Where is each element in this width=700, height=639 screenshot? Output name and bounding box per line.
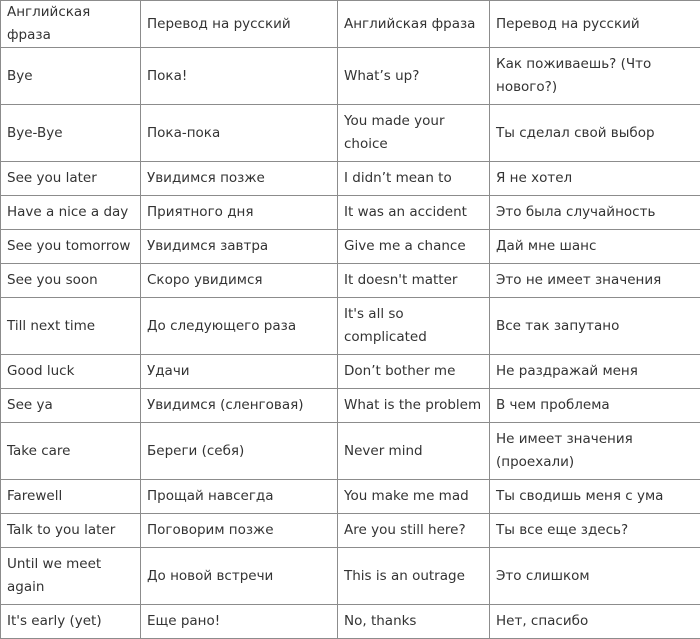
table-row (1, 548, 700, 605)
russian-translation-cell: Это слишком (490, 548, 700, 605)
header-russian-translation-1: Перевод на русский (141, 1, 338, 48)
english-phrase-cell: See you later (1, 162, 141, 196)
table-row (1, 480, 700, 514)
russian-translation-cell: Я не хотел (490, 162, 700, 196)
english-phrase-cell: What’s up? (338, 48, 490, 105)
russian-translation-cell: Скоро увидимся (141, 264, 338, 298)
english-phrase-cell: Have a nice a day (1, 196, 141, 230)
header-english-phrase-1: Английская фраза (1, 1, 141, 48)
english-phrase-cell: Good luck (1, 355, 141, 389)
english-phrase-cell: See you tomorrow (1, 230, 141, 264)
english-phrase-cell: Talk to you later (1, 514, 141, 548)
table-row (1, 423, 700, 480)
russian-translation-cell: Увидимся позже (141, 162, 338, 196)
russian-translation-cell: Удачи (141, 355, 338, 389)
russian-translation-cell: Приятного дня (141, 196, 338, 230)
table-row (1, 105, 700, 162)
russian-translation-cell: Дай мне шанс (490, 230, 700, 264)
russian-translation-cell: Не имеет значения (проехали) (490, 423, 700, 480)
russian-translation-cell: Еще рано! (141, 605, 338, 639)
russian-translation-cell: Пока! (141, 48, 338, 105)
russian-translation-cell: Ты сводишь меня с ума (490, 480, 700, 514)
english-phrase-cell: What is the problem (338, 389, 490, 423)
table-row (1, 264, 700, 298)
english-phrase-cell: You made your choice (338, 105, 490, 162)
table-row (1, 48, 700, 105)
english-phrase-cell: It doesn't matter (338, 264, 490, 298)
russian-translation-cell: Пока-пока (141, 105, 338, 162)
russian-translation-cell: Все так запутано (490, 298, 700, 355)
english-phrase-cell: It's all so complicated (338, 298, 490, 355)
english-phrase-cell: See you soon (1, 264, 141, 298)
english-phrase-cell: See ya (1, 389, 141, 423)
english-phrase-cell: Farewell (1, 480, 141, 514)
table-row (1, 196, 700, 230)
russian-translation-cell: Не раздражай меня (490, 355, 700, 389)
english-phrase-cell: Take care (1, 423, 141, 480)
table-row (1, 605, 700, 639)
english-phrase-cell: Until we meet again (1, 548, 141, 605)
english-phrase-cell: I didn’t mean to (338, 162, 490, 196)
english-phrase-cell: Till next time (1, 298, 141, 355)
russian-translation-cell: В чем проблема (490, 389, 700, 423)
english-phrase-cell: Bye (1, 48, 141, 105)
table-row (1, 230, 700, 264)
russian-translation-cell: Береги (себя) (141, 423, 338, 480)
english-phrase-cell: No, thanks (338, 605, 490, 639)
russian-translation-cell: Нет, спасибо (490, 605, 700, 639)
english-phrase-cell: This is an outrage (338, 548, 490, 605)
russian-translation-cell: Ты сделал свой выбор (490, 105, 700, 162)
english-phrase-cell: It was an accident (338, 196, 490, 230)
english-phrase-cell: Don’t bother me (338, 355, 490, 389)
russian-translation-cell: До новой встречи (141, 548, 338, 605)
table-row (1, 355, 700, 389)
english-phrase-cell: It's early (yet) (1, 605, 141, 639)
russian-translation-cell: Поговорим позже (141, 514, 338, 548)
table-row (1, 389, 700, 423)
russian-translation-cell: Ты все еще здесь? (490, 514, 700, 548)
header-english-phrase-2: Английская фраза (338, 1, 490, 48)
english-phrase-cell: Never mind (338, 423, 490, 480)
header-russian-translation-2: Перевод на русский (490, 1, 700, 48)
russian-translation-cell: Прощай навсегда (141, 480, 338, 514)
russian-translation-cell: Это была случайность (490, 196, 700, 230)
english-phrase-cell: Are you still here? (338, 514, 490, 548)
english-phrase-cell: You make me mad (338, 480, 490, 514)
english-phrase-cell: Give me a chance (338, 230, 490, 264)
english-phrase-cell: Bye-Bye (1, 105, 141, 162)
russian-translation-cell: Увидимся (сленговая) (141, 389, 338, 423)
table-row (1, 298, 700, 355)
table-row (1, 514, 700, 548)
russian-translation-cell: Увидимся завтра (141, 230, 338, 264)
table-row (1, 162, 700, 196)
russian-translation-cell: Как поживаешь? (Что нового?) (490, 48, 700, 105)
russian-translation-cell: Это не имеет значения (490, 264, 700, 298)
table-header-row (1, 1, 700, 48)
russian-translation-cell: До следующего раза (141, 298, 338, 355)
